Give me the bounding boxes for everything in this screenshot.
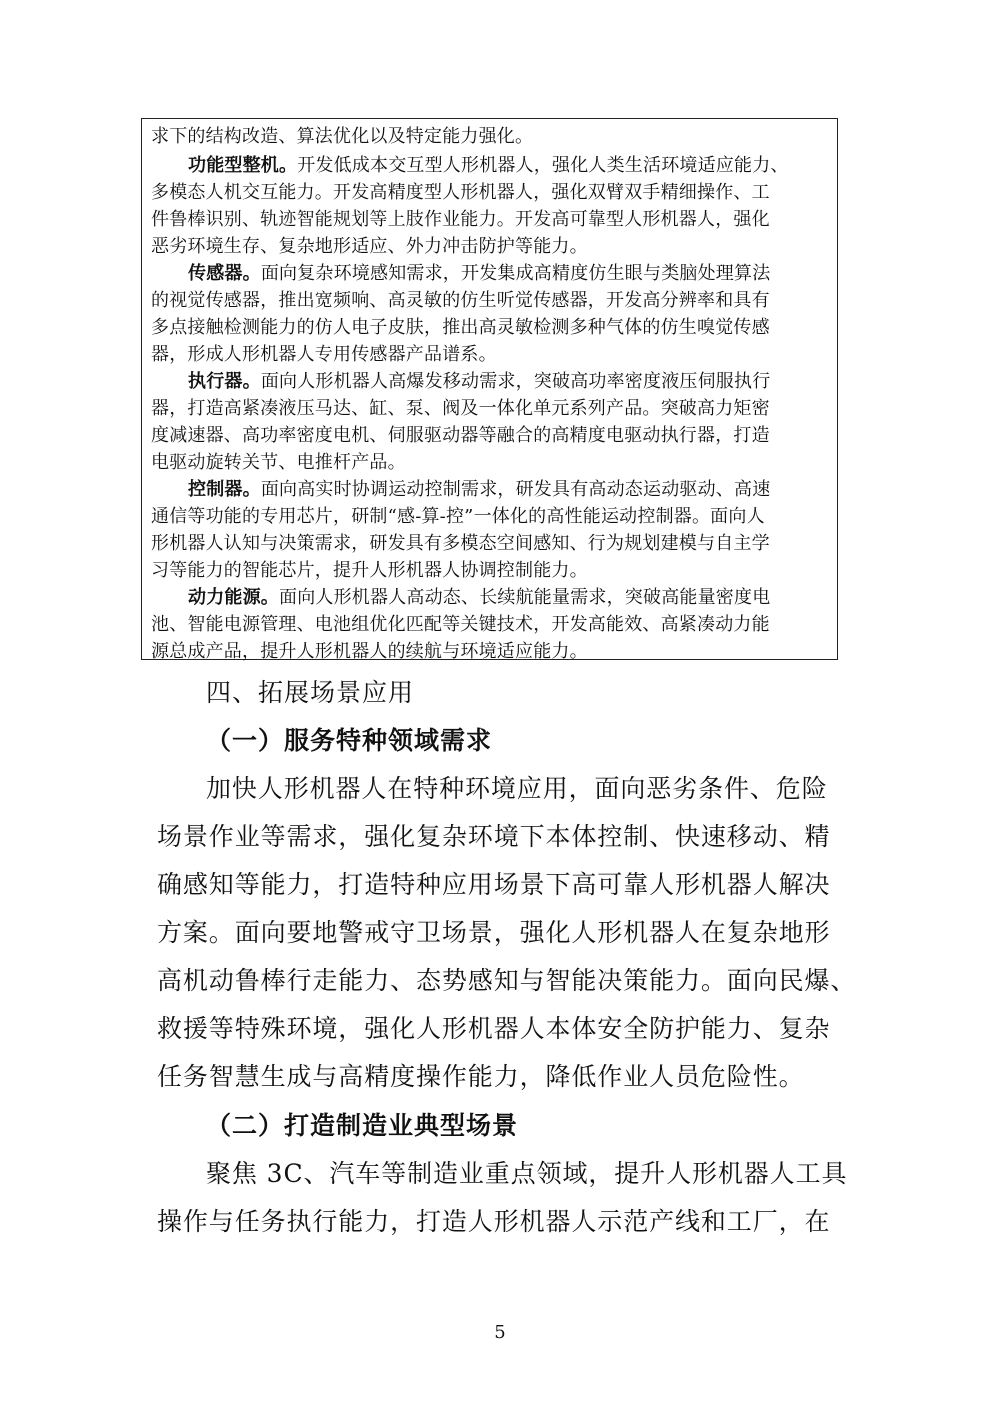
- paragraph-line: 任务智慧生成与高精度操作能力，降低作业人员危险性。: [157, 1062, 805, 1091]
- box-line: 电驱动旋转关节、电推杆产品。: [151, 452, 406, 473]
- subsection-heading-2: （二）打造制造业典型场景: [206, 1111, 519, 1140]
- term-functional-machine: 功能型整机。: [188, 155, 298, 176]
- box-line: 恶劣环境生存、复杂地形适应、外力冲击防护等能力。: [151, 236, 588, 257]
- box-line: 池、智能电源管理、电池组优化匹配等关键技术，开发高能效、高紧凑动力能: [151, 614, 770, 635]
- box-line: 求下的结构改造、算法优化以及特定能力强化。: [151, 126, 534, 147]
- term-power-energy: 动力能源。: [188, 587, 279, 608]
- paragraph-line: 加快人形机器人在特种环境应用，面向恶劣条件、危险: [206, 774, 828, 803]
- box-line: 件鲁棒识别、轨迹智能规划等上肢作业能力。开发高可靠型人形机器人，强化: [151, 209, 770, 230]
- paragraph-line: 高机动鲁棒行走能力、态势感知与智能决策能力。面向民爆、: [157, 966, 857, 995]
- box-line: 多模态人机交互能力。开发高精度型人形机器人，强化双臂双手精细操作、工: [151, 182, 770, 203]
- subsection-heading-1: （一）服务特种领域需求: [206, 726, 493, 755]
- term-sensor: 传感器。: [188, 263, 261, 284]
- box-line: 器，打造高紧凑液压马达、缸、泵、阀及一体化单元系列产品。突破高力矩密: [151, 398, 770, 419]
- box-line: 度减速器、高功率密度电机、伺服驱动器等融合的高精度电驱动执行器，打造: [151, 425, 770, 446]
- box-line: 通信等功能的专用芯片，研制“感-算-控”一体化的高性能运动控制器。面向人: [151, 506, 765, 527]
- box-line: 传感器。面向复杂环境感知需求，开发集成高精度仿生眼与类脑处理算法: [188, 263, 771, 284]
- section-heading: 四、拓展场景应用: [206, 678, 415, 707]
- box-line: 控制器。面向高实时协调运动控制需求，研发具有高动态运动驱动、高速: [188, 479, 771, 500]
- term-actuator: 执行器。: [188, 371, 261, 392]
- box-line: 的视觉传感器，推出宽频响、高灵敏的仿生听觉传感器，开发高分辨率和具有: [151, 290, 770, 311]
- page-number: 5: [494, 1322, 506, 1343]
- box-line: 动力能源。面向人形机器人高动态、长续航能量需求，突破高能量密度电: [188, 587, 771, 608]
- box-line: 执行器。面向人形机器人高爆发移动需求，突破高功率密度液压伺服执行: [188, 371, 771, 392]
- term-controller: 控制器。: [188, 479, 261, 500]
- box-line: 多点接触检测能力的仿人电子皮肤，推出高灵敏检测多种气体的仿生嗅觉传感: [151, 317, 770, 338]
- box-line: 源总成产品，提升人形机器人的续航与环境适应能力。: [151, 641, 588, 662]
- paragraph-line: 操作与任务执行能力，打造人形机器人示范产线和工厂，在: [157, 1207, 831, 1236]
- box-line: 器，形成人形机器人专用传感器产品谱系。: [151, 344, 497, 365]
- paragraph-line: 救援等特殊环境，强化人形机器人本体安全防护能力、复杂: [157, 1014, 831, 1043]
- paragraph-line: 场景作业等需求，强化复杂环境下本体控制、快速移动、精: [157, 822, 831, 851]
- box-line: 形机器人认知与决策需求，研发具有多模态空间感知、行为规划建模与自主学: [151, 533, 770, 554]
- paragraph-line: 确感知等能力，打造特种应用场景下高可靠人形机器人解决: [157, 870, 831, 899]
- paragraph-line: 方案。面向要地警戒守卫场景，强化人形机器人在复杂地形: [157, 918, 831, 947]
- box-line: 习等能力的智能芯片，提升人形机器人协调控制能力。: [151, 560, 588, 581]
- box-line: 功能型整机。开发低成本交互型人形机器人，强化人类生活环境适应能力、: [188, 155, 789, 176]
- paragraph-line: 聚焦 3C、汽车等制造业重点领域，提升人形机器人工具: [206, 1159, 848, 1188]
